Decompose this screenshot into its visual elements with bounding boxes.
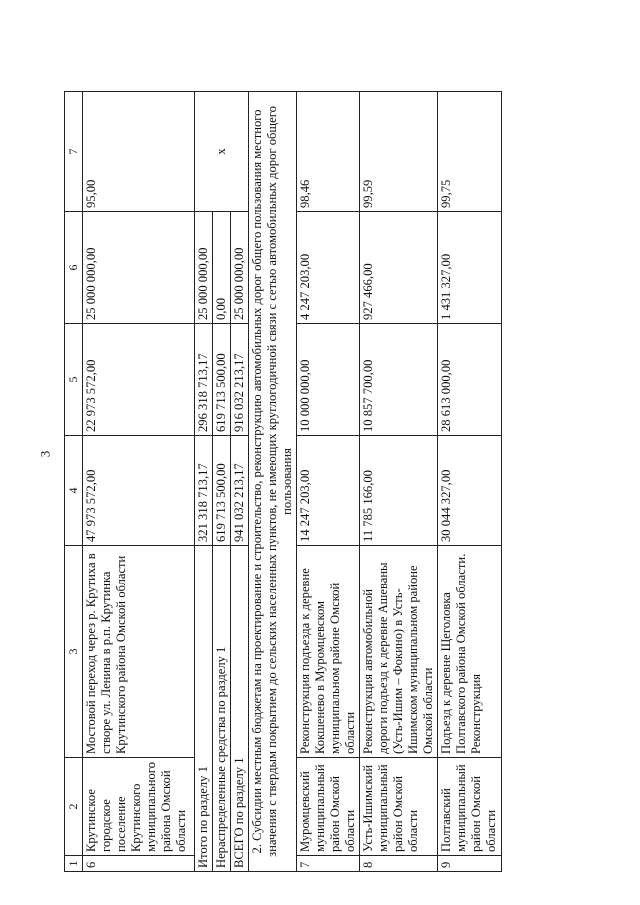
value-cell: 941 032 213,17 [231,436,249,546]
municipality-cell: Усть-Ишимский муниципальный район Омской области [360,758,438,856]
value-cell: 25 000 000,00 [231,212,249,324]
section-heading-row [249,92,297,872]
header-cell: 2 [65,758,83,856]
header-cell: 7 [65,92,83,212]
grand-total-label: ВСЕГО по разделу 1 [231,546,249,872]
value-cell: 99,59 [360,92,438,212]
total-label: Итого по разделу 1 [195,546,213,872]
value-cell: 99,75 [438,92,502,212]
value-cell: 4 247 203,00 [297,212,360,324]
table-row [297,92,360,872]
header-cell: 3 [65,546,83,758]
row-number: 9 [438,856,502,872]
value-cell: 10 857 700,00 [360,324,438,436]
value-cell: 47 973 572,00 [83,436,195,546]
row-number: 6 [83,856,195,872]
value-cell: 916 032 213,17 [231,324,249,436]
value-cell: 28 613 000,00 [438,324,502,436]
document-table-rotated [64,92,534,872]
undistributed-label: Нераспределенные средства по разделу 1 [213,546,231,872]
row-number: 7 [297,856,360,872]
object-cell: Реконструкция подъезда к деревне Кокшенево в Муромцевском муниципальном районе Омской области [297,546,360,758]
municipality-cell: Крутинское городское поселение Крутинского муниципального района Омской области [83,758,195,856]
value-cell: 321 318 713,17 [195,436,213,546]
x-mark: x [195,92,249,212]
value-cell: 619 713 500,00 [213,324,231,436]
total-row [195,92,213,872]
section-heading: 2. Субсидии местным бюджетам на проектирование и строительство, реконструкцию автомобильных дорог общего пользования местного значения с твердым покрытием до сельских населенных пунктов, не имеющих круглогодичной связи с сетью автомобильных дорог общего пользования [249,92,297,872]
row-number: 8 [360,856,438,872]
header-row [65,92,83,872]
value-cell: 14 247 203,00 [297,436,360,546]
value-cell: 25 000 000,00 [195,212,213,324]
page-number: 3 [37,450,53,458]
value-cell: 0,00 [213,212,231,324]
object-cell: Мостовой переход через р. Крутиха в створе ул. Ленина в р.п. Крутинка Крутинского района Омской области [83,546,195,758]
header-cell: 4 [65,436,83,546]
value-cell: 25 000 000,00 [83,212,195,324]
value-cell: 11 785 166,00 [360,436,438,546]
value-cell: 22 973 572,00 [83,324,195,436]
municipality-cell: Муромцевский муниципальный район Омской области [297,758,360,856]
value-cell: 927 466,00 [360,212,438,324]
value-cell: 619 713 500,00 [213,436,231,546]
value-cell: 10 000 000,00 [297,324,360,436]
object-cell: Подъезд к деревне Щеголовка Полтавского района Омской области. Реконструкция [438,546,502,758]
value-cell: 98,46 [297,92,360,212]
value-cell: 296 318 713,17 [195,324,213,436]
value-cell: 1 431 327,00 [438,212,502,324]
table-row [83,92,195,872]
header-cell: 5 [65,324,83,436]
value-cell: 30 044 327,00 [438,436,502,546]
table-row [438,92,502,872]
municipality-cell: Полтавский муниципальный район Омской области [438,758,502,856]
object-cell: Реконструкция автомобильной дороги подъезд к деревне Ашеваны (Усть-Ишим – Фокино) в Усть-Ишимском муниципальном районе Омской области [360,546,438,758]
table-row [360,92,438,872]
header-cell: 6 [65,212,83,324]
header-cell: 1 [65,856,83,872]
subsidy-table [64,91,502,872]
value-cell: 95,00 [83,92,195,212]
